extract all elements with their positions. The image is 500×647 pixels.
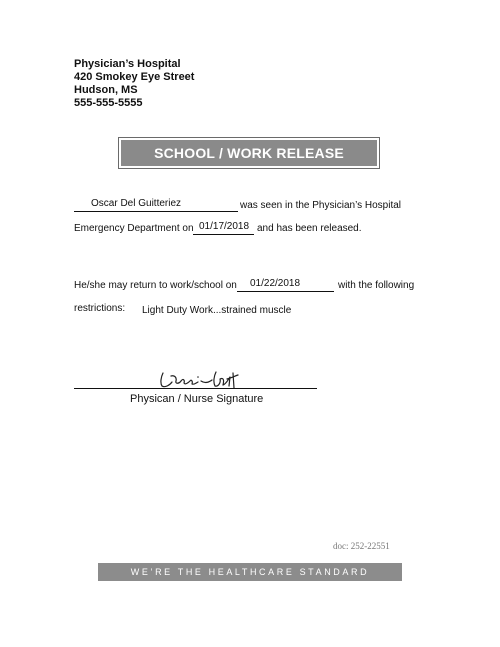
- er-prefix-text: Emergency Department on: [74, 223, 194, 234]
- hospital-header: [74, 58, 194, 110]
- form-title: SCHOOL / WORK RELEASE: [121, 140, 377, 166]
- return-date-field: [237, 279, 334, 292]
- hospital-phone: 555-555-5555: [74, 97, 143, 109]
- return-prefix-text: He/she may return to work/school on: [74, 280, 237, 291]
- er-date: 01/17/2018: [199, 221, 250, 232]
- title-banner: [118, 137, 380, 169]
- signature-caption: Physican / Nurse Signature: [130, 393, 264, 405]
- restrictions-value: Light Duty Work...strained muscle: [142, 305, 292, 316]
- hospital-city: Hudson, MS: [74, 84, 138, 96]
- patient-name-field: [74, 199, 238, 212]
- following-text: with the following: [338, 280, 415, 291]
- hospital-street: 420 Smokey Eye Street: [74, 71, 195, 83]
- footer-slogan: WE’RE THE HEALTHCARE STANDARD: [130, 567, 370, 577]
- hospital-name: Physician’s Hospital: [74, 58, 181, 70]
- released-text: and has been released.: [257, 223, 362, 234]
- document-number: doc: 252-22551: [333, 541, 390, 551]
- patient-name: Oscar Del Guitteriez: [91, 198, 182, 209]
- return-date: 01/22/2018: [250, 278, 301, 289]
- signature-line: [74, 388, 317, 389]
- restrictions-label: restrictions:: [74, 303, 126, 314]
- seen-text: was seen in the Physician’s Hospital: [240, 200, 402, 211]
- er-date-field: [193, 222, 254, 235]
- footer-banner: [98, 563, 402, 581]
